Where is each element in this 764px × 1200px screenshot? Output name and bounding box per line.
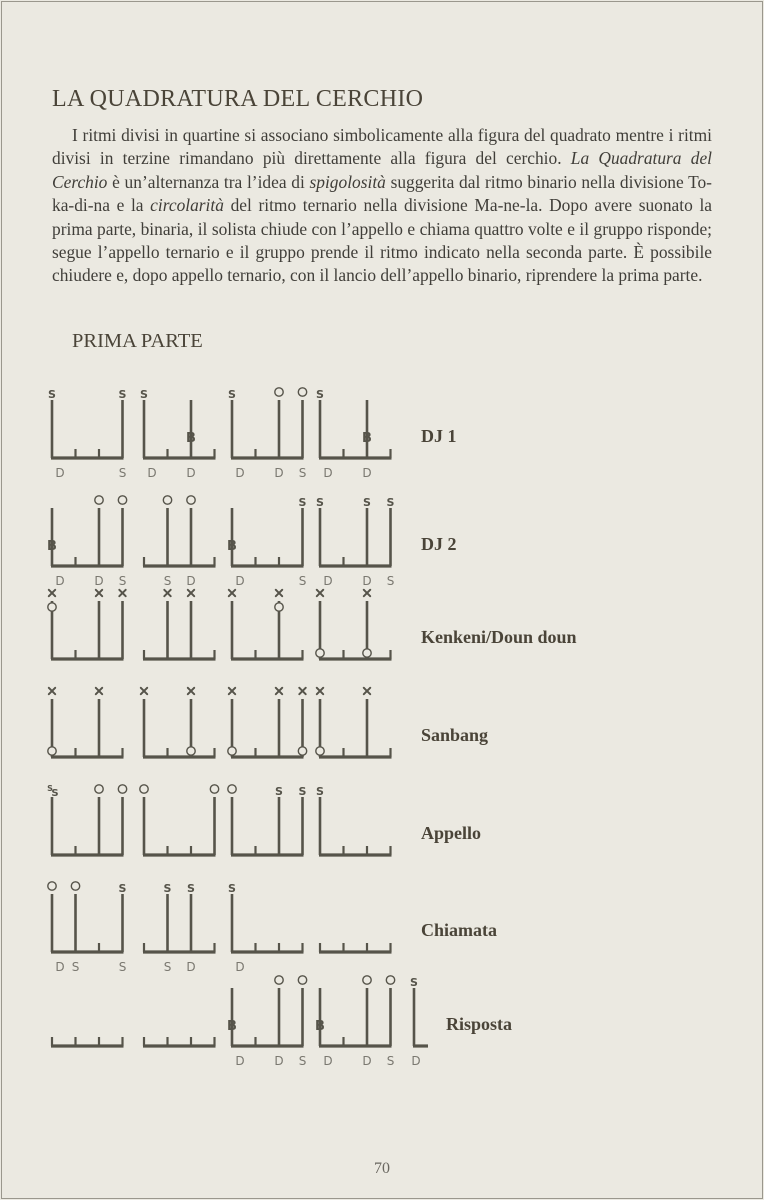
cross-mark xyxy=(229,688,235,694)
open-circle-mark xyxy=(275,976,283,984)
slap-mark: S xyxy=(118,388,127,401)
hand-label: D xyxy=(274,466,284,480)
slap-mark: S xyxy=(363,496,371,509)
cross-mark xyxy=(317,688,323,694)
instrument-label: Chiamata xyxy=(421,920,497,940)
slap-mark: S xyxy=(187,882,195,895)
slap-mark: S xyxy=(298,496,307,509)
hand-label: D xyxy=(147,466,157,480)
slap-mark: S xyxy=(118,882,127,895)
cross-mark xyxy=(49,590,55,596)
slap-mark: S xyxy=(316,496,324,509)
hand-label: S xyxy=(298,466,307,480)
hand-label: D xyxy=(362,466,372,480)
open-circle-mark xyxy=(163,496,171,504)
open-circle-mark xyxy=(95,785,103,793)
hand-label: S xyxy=(386,1054,395,1068)
open-circle-mark xyxy=(298,388,306,396)
slap-mark: S xyxy=(316,388,324,401)
bass-mark: B xyxy=(227,1019,237,1034)
cross-mark xyxy=(364,688,370,694)
open-circle-mark xyxy=(386,976,394,984)
open-circle-mark xyxy=(228,747,236,755)
cross-mark xyxy=(229,590,235,596)
open-circle-mark xyxy=(48,747,56,755)
instrument-label: DJ 1 xyxy=(421,426,457,446)
paragraph-text: I ritmi divisi in quartine si associano simbolicamente alla figura del quadrato mentre i ritmi divisi in terzine rimandano più direttamente alla figura del cerchio. xyxy=(52,125,712,169)
open-circle-mark xyxy=(275,388,283,396)
slap-mark: S xyxy=(298,785,307,798)
cross-mark xyxy=(119,590,125,596)
slap-mark: S xyxy=(316,785,324,798)
instrument-label: Appello xyxy=(421,823,482,843)
hand-label: S xyxy=(163,960,172,974)
open-circle-mark xyxy=(71,882,79,890)
open-circle-mark xyxy=(140,785,148,793)
slap-mark: S xyxy=(410,976,418,989)
open-circle-mark xyxy=(48,603,56,611)
hand-label: S xyxy=(386,574,395,588)
hand-label: S xyxy=(118,574,127,588)
open-circle-mark xyxy=(298,747,306,755)
bass-mark: B xyxy=(227,539,237,554)
cross-mark xyxy=(164,590,170,596)
bass-mark: B xyxy=(47,539,57,554)
italic-term: La Quadratura del Cerchio xyxy=(52,148,712,192)
bass-mark: B xyxy=(315,1019,325,1034)
hand-label: S xyxy=(163,574,172,588)
hand-label: D xyxy=(94,574,104,588)
slap-mark: S xyxy=(275,785,283,798)
open-circle-mark xyxy=(48,882,56,890)
cross-mark xyxy=(188,590,194,596)
instrument-label: Risposta xyxy=(446,1014,513,1034)
slap-mark: S xyxy=(228,388,236,401)
italic-term: circolarità xyxy=(150,195,224,216)
hand-label: D xyxy=(411,1054,421,1068)
hand-label: D xyxy=(235,1054,245,1068)
paragraph-text: suggerita dal ritmo binario nella divisione To-ka-di-na e la xyxy=(52,171,712,216)
hand-label: D xyxy=(274,1054,284,1068)
cross-mark xyxy=(141,688,147,694)
page-number: 70 xyxy=(374,1160,390,1177)
instrument-label: Sanbang xyxy=(421,725,489,745)
open-circle-mark xyxy=(316,649,324,657)
page-title: LA QUADRATURA DEL CERCHIO xyxy=(52,86,424,112)
cross-mark xyxy=(317,590,323,596)
open-circle-mark xyxy=(187,747,195,755)
open-circle-mark xyxy=(118,785,126,793)
slap-mark: S xyxy=(228,882,236,895)
hand-label: D xyxy=(55,960,65,974)
open-circle-mark xyxy=(363,976,371,984)
slap-mark: S xyxy=(48,388,56,401)
hand-label: D xyxy=(362,574,372,588)
slap-mark: S xyxy=(140,388,148,401)
instrument-label: Kenkeni/Doun doun xyxy=(421,627,577,647)
hand-label: D xyxy=(235,960,245,974)
open-circle-mark xyxy=(187,496,195,504)
open-circle-mark xyxy=(316,747,324,755)
hand-label: D xyxy=(55,574,65,588)
slap-mark: S xyxy=(163,882,172,895)
paragraph-text: è un’alternanza tra l’idea di xyxy=(107,171,310,192)
cross-mark xyxy=(299,688,305,694)
hand-label: D xyxy=(235,466,245,480)
hand-label: S xyxy=(118,466,127,480)
hand-label: D xyxy=(186,574,196,588)
slap-mark: S xyxy=(386,496,395,509)
open-circle-mark xyxy=(95,496,103,504)
hand-label: D xyxy=(55,466,65,480)
open-circle-mark xyxy=(118,496,126,504)
cross-mark xyxy=(49,688,55,694)
italic-term: spigolosità xyxy=(309,171,386,192)
section-subtitle: PRIMA PARTE xyxy=(72,330,203,352)
cross-mark xyxy=(188,688,194,694)
hand-label: D xyxy=(323,466,333,480)
hand-label: S xyxy=(298,574,307,588)
hand-label: D xyxy=(186,466,196,480)
bass-mark: B xyxy=(186,431,196,446)
open-circle-mark xyxy=(228,785,236,793)
hand-label: D xyxy=(362,1054,372,1068)
open-circle-mark xyxy=(210,785,218,793)
hand-label: S xyxy=(71,960,80,974)
hand-label: D xyxy=(323,574,333,588)
open-circle-mark xyxy=(363,649,371,657)
cross-mark xyxy=(276,688,282,694)
hand-label: D xyxy=(235,574,245,588)
flam-mark: S xyxy=(47,784,53,793)
paragraph-text: del ritmo ternario nella divisione Ma-ne-la. Dopo avere suonato la prima parte, binaria, il solista chiude con l’appello e chiama quattro volte e il gruppo risponde; segue l’appello ternario e il gruppo prende il ritmo indicato nella seconda parte. È possibile chiudere e, dopo appello ternario, con il lancio dell’appello binario, riprendere la prima parte. xyxy=(52,195,713,286)
cross-mark xyxy=(276,590,282,596)
instrument-label: DJ 2 xyxy=(421,534,457,554)
hand-label: D xyxy=(323,1054,333,1068)
open-circle-mark xyxy=(298,976,306,984)
hand-label: S xyxy=(118,960,127,974)
cross-mark xyxy=(96,590,102,596)
bass-mark: B xyxy=(362,431,372,446)
flam-mark: S xyxy=(51,788,59,799)
hand-label: S xyxy=(298,1054,307,1068)
open-circle-mark xyxy=(275,603,283,611)
hand-label: D xyxy=(186,960,196,974)
cross-mark xyxy=(96,688,102,694)
cross-mark xyxy=(364,590,370,596)
